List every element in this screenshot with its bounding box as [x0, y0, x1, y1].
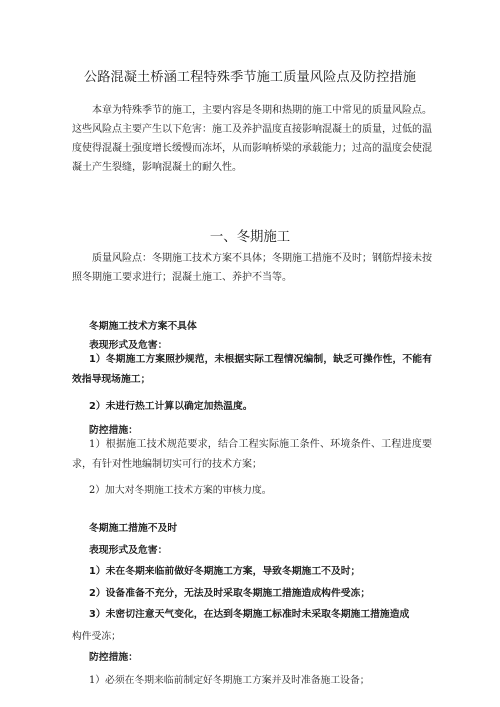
chapter-heading: 一、冬期施工 — [209, 230, 291, 245]
section2-heading: 冬期施工措施不及时 — [89, 523, 178, 534]
section1-forms-label: 表现形式及危害： — [89, 340, 168, 351]
document-title: 公路混凝土桥涵工程特殊季节施工质量风险点及防控措施 — [83, 70, 417, 85]
section2-form2: 2）设备准备不充分，无法及时采取冬期施工措施造成构件受冻； — [89, 588, 371, 599]
section1-measure1: 1）根据施工技术规范要求，结合工程实际施工条件、环境条件、工程进度要求，有针对性地编制切实可行的技术方案； — [72, 439, 432, 470]
section2-form3-line2: 构件受冻； — [72, 631, 121, 642]
section1-form2: 2）未进行热工计算以确定加热温度。 — [89, 401, 253, 412]
intro-paragraph: 本章为特殊季节的施工，主要内容是冬期和热期的施工中常见的质量风险点。这些风险点主要产生以下危害：施工及养护温度直接影响混凝土的质量，过低的温度使得混凝土强度增长缓慢而冻坏，从而影响桥梁的承载能力；过高的温度会使混凝土产生裂缝，影响混凝土的耐久性。 — [72, 105, 432, 173]
section2-form1: 1）未在冬期来临前做好冬期施工方案，导致冬期施工不及时； — [89, 566, 361, 577]
section1-measure2: 2）加大对冬期施工技术方案的审核力度。 — [89, 485, 272, 496]
section2-measures-label: 防控措施： — [89, 652, 138, 663]
section1-measures-label: 防控措施： — [89, 425, 138, 436]
section2-form3-line1: 3）未密切注意天气变化，在达到冬期施工标准时未采取冬期施工措施造成 — [89, 609, 410, 620]
section2-measure1: 1）必须在冬期来临前制定好冬期施工方案并及时准备施工设备； — [89, 675, 370, 686]
section2-forms-label: 表现形式及危害： — [89, 545, 168, 556]
risk-points-paragraph: 质量风险点：冬期施工技术方案不具体；冬期施工措施不及时；钢筋焊接未按照冬期施工要求进行；混凝土施工、养护不当等。 — [72, 253, 432, 283]
section1-heading: 冬期施工技术方案不具体 — [89, 321, 197, 332]
section1-form1: 1）冬期施工方案照抄规范，未根据实际工程情况编制，缺乏可操作性，不能有效指导现场施工； — [72, 354, 432, 385]
